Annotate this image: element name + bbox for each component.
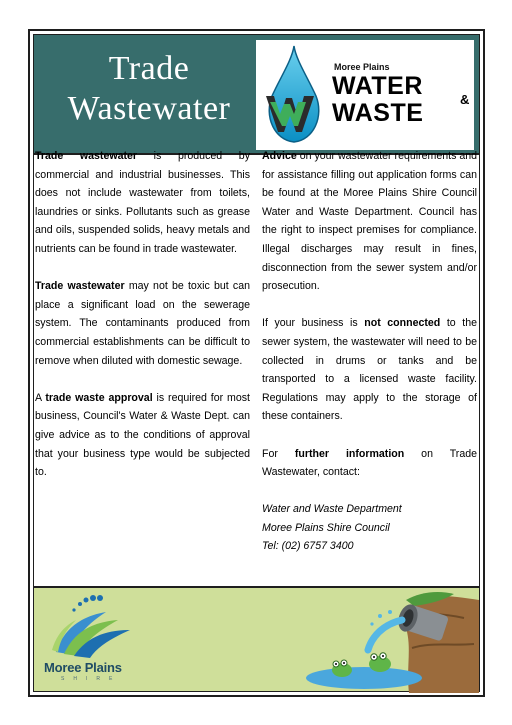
left-column — [35, 147, 250, 500]
left-p3-pre: A — [35, 391, 46, 404]
logo-word-water: WATER — [332, 72, 423, 100]
logo-ampersand: & — [460, 92, 470, 107]
frog-right-icon — [369, 653, 391, 672]
page-title — [44, 49, 254, 129]
logo-small-text: Moree Plains — [334, 62, 390, 72]
contact-department: Water and Waste Department — [262, 503, 402, 516]
right-column — [262, 147, 477, 556]
right-paragraph-1 — [262, 147, 477, 296]
contact-phone: Tel: (02) 6757 3400 — [262, 540, 354, 553]
left-p2-bold: Trade wastewater — [35, 280, 125, 293]
right-p3-text: on Trade Wastewater, contact: — [262, 447, 478, 479]
left-paragraph-1 — [35, 147, 250, 259]
shire-logo-icon — [52, 595, 130, 658]
right-p1-text: on your wastewater requirements and for assistance filling out application forms can be found at the Moree Plains Shire Council Water and Waste Department. Council has the right to inspect premises for compliance. Illegal discharges may result in fines, disconnection from the sewer system and/or prosecution. — [262, 150, 477, 293]
left-p3-bold: trade waste approval — [45, 391, 153, 404]
right-p2-bold: not connected — [364, 317, 441, 330]
shire-brand-sub: SHIRE — [61, 676, 122, 682]
left-paragraph-3 — [35, 389, 250, 482]
left-p2-text: may not be toxic but can place a significant load on the sewerage system. The contaminants produced from commercial establishments can be difficult to remove when diluted with domestic sewage. — [35, 280, 251, 367]
right-p2-text: to the sewer system, the wastewater will need to be collected in drums or tanks and be transported to a licensed waste facility. Regulations may apply to the storage of these containers. — [262, 317, 477, 423]
frog-left-icon — [332, 660, 352, 677]
right-p1-bold: Advice — [262, 150, 297, 162]
shire-brand-name: Moree Plains — [44, 660, 122, 675]
header-banner — [34, 35, 479, 155]
right-paragraph-3 — [262, 445, 477, 482]
right-p3-bold: further information — [294, 447, 405, 460]
title-line-1: Trade — [108, 50, 190, 87]
left-p1-bold: Trade wastewater — [35, 150, 138, 162]
footer-banner — [34, 586, 479, 691]
right-paragraph-2 — [262, 314, 477, 426]
title-line-2: Wastewater — [67, 90, 231, 127]
left-p1-text: is produced by commercial and industrial businesses. This does not include wastewater from toilets, laundries or sinks. Pollutants such as grease and oils, suspended solids, heavy metals and nutrients can be found in trade wastewater. — [35, 150, 250, 255]
left-p3-text: is required for most business, Council's Water & Waste Dept. can give advice as to the conditions of approval that your business type would be subjected to. — [35, 391, 250, 479]
contact-block — [262, 500, 477, 556]
logo-word-waste: WASTE — [332, 99, 424, 127]
right-p3-pre: For — [262, 447, 295, 460]
contact-council: Moree Plains Shire Council — [262, 521, 390, 534]
left-paragraph-2 — [35, 277, 250, 370]
right-p2-pre: If your business is — [262, 317, 365, 330]
water-waste-logo — [256, 40, 474, 150]
